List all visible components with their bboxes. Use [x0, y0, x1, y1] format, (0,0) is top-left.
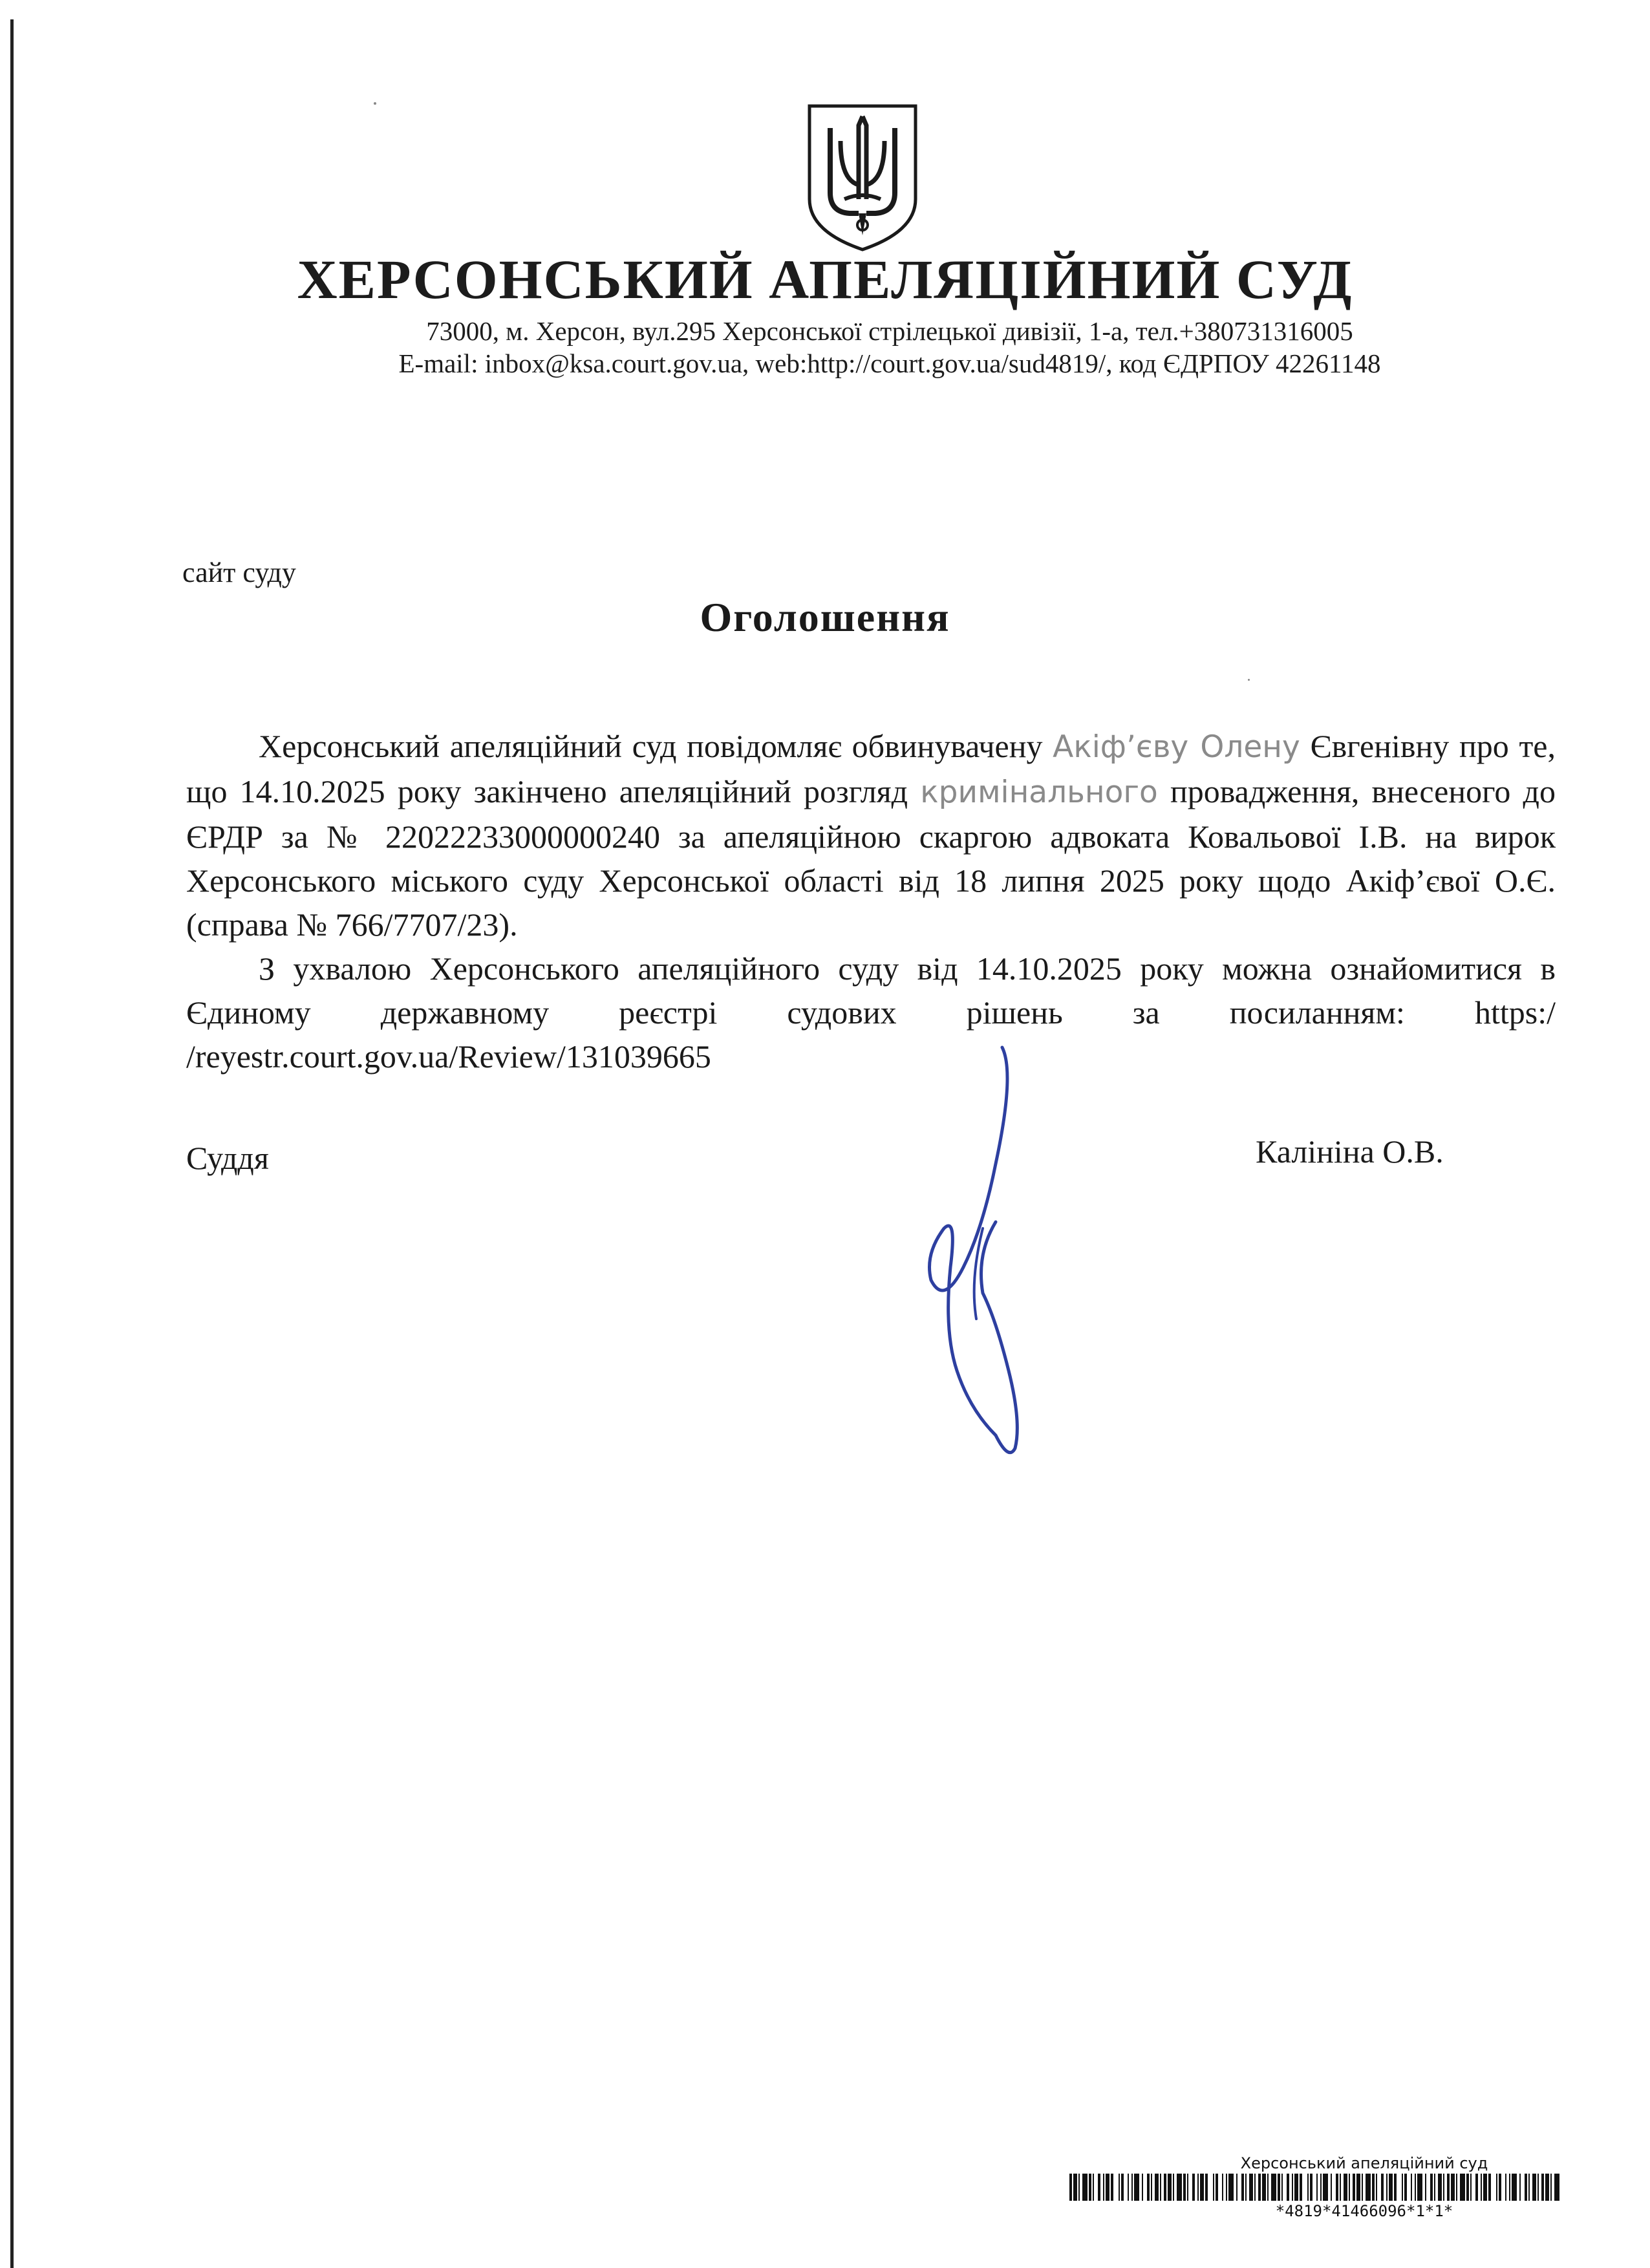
- paragraph-1-end: провадження, внесеного до ЄРДР за № 22022233000000240 за апеляційною скаргою адвоката Ковальової І.В. на вирок Херсонського міського суду Херсонської області від 18 липня 2025 року щодо Акіф’євої О.Є. (справа № 766/7707/23).: [186, 773, 1556, 943]
- barcode-bar: [1559, 2174, 1561, 2201]
- barcode-bar: [1491, 2174, 1496, 2201]
- barcode-bar: [1366, 2174, 1371, 2201]
- faded-word: кримінального: [920, 775, 1158, 810]
- barcode-bar: [1397, 2174, 1402, 2201]
- scan-speck: [1248, 679, 1250, 681]
- barcode-bar: [1082, 2174, 1088, 2201]
- judge-name: Калініна О.В.: [1256, 1133, 1444, 1170]
- paragraph-1-start: Херсонський апеляційний суд повідомляє обвинувачену: [259, 728, 1053, 764]
- barcode-bar: [1554, 2174, 1559, 2201]
- paragraph-1: [186, 724, 1556, 947]
- court-name: ХЕРСОНСЬКИЙ АПЕЛЯЦІЙНИЙ СУД: [297, 248, 1353, 310]
- registry-link[interactable]: https:/ /reyestr.court.gov.ua/Review/131039665: [186, 994, 1556, 1075]
- defendant-name-faded: Акіф’єву Олену: [1053, 729, 1300, 765]
- barcode-bar: [1208, 2174, 1213, 2201]
- handwritten-signature: [905, 1034, 1060, 1474]
- barcode-bar: [1113, 2174, 1119, 2201]
- barcode: [1069, 2174, 1567, 2201]
- paragraph-2-start: З ухвалою Херсонського апеляційного суду від 14.10.2025 року можна ознайомитися в Єдиному державному реєстрі судових рішень за посиланням:: [186, 950, 1556, 1031]
- barcode-bar: [1323, 2174, 1328, 2201]
- announcement-body: [186, 724, 1556, 1078]
- barcode-bar: [1134, 2174, 1139, 2201]
- barcode-bar: [1512, 2174, 1517, 2201]
- judge-role: Суддя: [186, 1140, 269, 1176]
- court-address: 73000, м. Херсон, вул.295 Херсонської стрілецької дивізії, 1-а, тел.+380731316005: [426, 316, 1353, 346]
- barcode-bar: [1228, 2174, 1234, 2201]
- barcode-bar: [1417, 2174, 1422, 2201]
- paragraph-1-mid: Євгенівну про те, що 14.10.2025 року закінчено апеляційний розгляд: [186, 728, 1556, 809]
- scan-speck: [374, 102, 376, 105]
- paragraph-2: [186, 947, 1556, 1078]
- document-title: Оголошення: [700, 594, 950, 640]
- barcode-bar: [1177, 2174, 1182, 2201]
- site-note: сайт суду: [182, 557, 296, 588]
- stamp-court-name: Херсонський апеляційний суд: [1240, 2154, 1488, 2172]
- barcode-bar: [1302, 2174, 1307, 2201]
- scan-edge: [10, 19, 14, 2268]
- stamp-code: *4819*41466096*1*1*: [1275, 2202, 1453, 2220]
- barcode-bar: [1271, 2174, 1276, 2201]
- barcode-bar: [1460, 2174, 1465, 2201]
- court-contacts: E-mail: inbox@ksa.court.gov.ua, web:http://court.gov.ua/sud4819/, код ЄДРПОУ 42261148: [398, 348, 1381, 378]
- ukraine-coat-of-arms-icon: [804, 102, 921, 252]
